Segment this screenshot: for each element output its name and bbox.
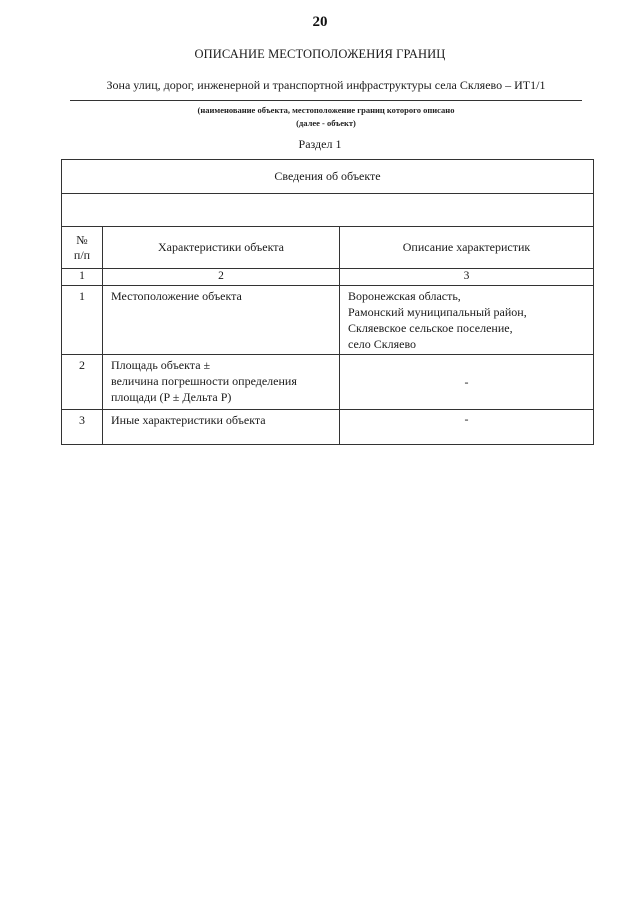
row-characteristic-line: величина погрешности определения bbox=[111, 374, 297, 388]
object-name-underline bbox=[70, 100, 582, 101]
column-header-characteristics: Характеристики объекта bbox=[103, 227, 340, 269]
row-characteristic-line: площади (P ± Дельта P) bbox=[111, 390, 232, 404]
row-description: - bbox=[340, 355, 594, 410]
row-number: 1 bbox=[62, 286, 103, 355]
row-description bbox=[340, 410, 594, 445]
column-number-1: 1 bbox=[62, 269, 103, 286]
row-characteristic bbox=[103, 355, 340, 410]
table-empty-row bbox=[62, 194, 594, 227]
object-info-table bbox=[61, 159, 594, 445]
column-header-number-line1: № bbox=[76, 232, 88, 247]
table-title: Сведения об объекте bbox=[62, 160, 594, 194]
column-header-number-line2: п/п bbox=[73, 247, 91, 262]
page-number: 20 bbox=[312, 14, 328, 30]
column-number-2: 2 bbox=[103, 269, 340, 286]
document-title: ОПИСАНИЕ МЕСТОПОЛОЖЕНИЯ ГРАНИЦ bbox=[194, 47, 446, 61]
object-name-caption bbox=[70, 104, 582, 130]
table-row bbox=[62, 355, 594, 410]
table-row bbox=[62, 410, 594, 445]
table-title-row bbox=[62, 160, 594, 194]
row-description-line: - bbox=[464, 412, 469, 426]
row-characteristic-line: Иные характеристики объекта bbox=[111, 413, 266, 427]
caption-line-2: (далее - объект) bbox=[296, 118, 356, 128]
table-header-row bbox=[62, 227, 594, 269]
column-header-number bbox=[62, 227, 103, 269]
table-row bbox=[62, 286, 594, 355]
row-characteristic bbox=[103, 410, 340, 445]
row-description bbox=[340, 286, 594, 355]
caption-line-1: (наименование объекта, местоположение границ которого описано bbox=[197, 105, 455, 115]
row-description-line: Скляевское сельское поселение, bbox=[348, 321, 513, 335]
row-number: 3 bbox=[62, 410, 103, 445]
row-description-line: село Скляево bbox=[348, 337, 417, 351]
row-characteristic bbox=[103, 286, 340, 355]
row-description-line: Воронежская область, bbox=[348, 289, 461, 303]
column-number-row bbox=[62, 269, 594, 286]
section-label: Раздел 1 bbox=[298, 137, 342, 151]
row-description-line: Рамонский муниципальный район, bbox=[348, 305, 527, 319]
table-empty-cell bbox=[62, 194, 594, 227]
row-characteristic-line: Площадь объекта ± bbox=[111, 358, 211, 372]
row-characteristic-line: Местоположение объекта bbox=[111, 289, 242, 303]
column-header-description: Описание характеристик bbox=[340, 227, 594, 269]
row-number: 2 bbox=[62, 355, 103, 410]
column-number-3: 3 bbox=[340, 269, 594, 286]
object-name: Зона улиц, дорог, инженерной и транспортной инфраструктуры села Скляево – ИТ1/1 bbox=[106, 78, 546, 92]
